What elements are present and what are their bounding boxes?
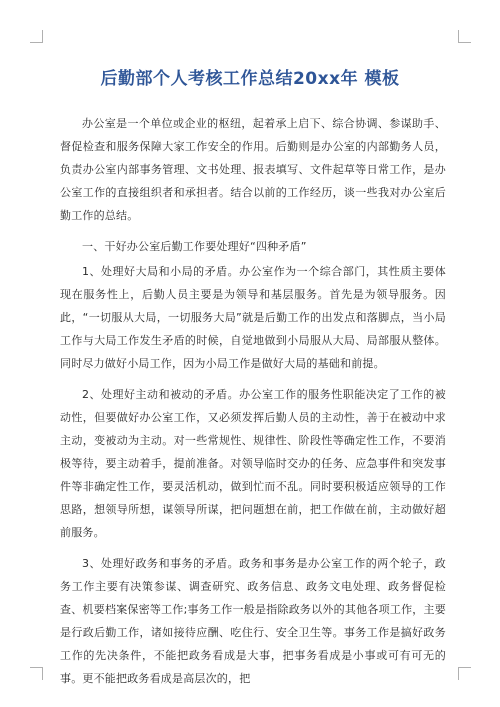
document-title: 后勤部个人考核工作总结20xx年 模板 [100,69,400,89]
crop-mark-bottom-left [30,667,43,680]
crop-mark-top-left [30,30,43,43]
document-body [60,112,446,685]
paragraph-point-1: 1、处理好大局和小局的矛盾。办公室作为一个综合部门，其性质主要体现在服务性上，后勤人员主要是为领导和基层服务。首先是为领导服务。因此，“一切服从大局，一切服务大局”就是后勤工作的出发点和落脚点，当小局工作与大局工作发生矛盾的时候，自觉地做到小局服从大局、局部服从整体。同时尽力做好小局工作，因为小局工作是做好大局的基础和前提。 [60,265,446,370]
section-heading: 一、干好办公室后勤工作要处理好“四种矛盾” [82,240,307,253]
paragraph-point-3: 3、处理好政务和事务的矛盾。政务和事务是办公室工作的两个轮子，政务工作主要有决策参谋、调查研究、政务信息、政务文电处理、政务督促检查、机要档案保密等工作;事务工作一般是指除政务以外的其他各项工作，主要是行政后勤工作，诸如接待应酬、吃住行、安全卫生等。事务工作是搞好政务工作的先决条件，不能把政务看成是大事，把事务看成是小事或可有可无的事。更不能把政务看成是高层次的，把 [60,557,446,685]
crop-mark-top-right [458,30,471,43]
crop-mark-bottom-right [458,667,471,680]
paragraph-point-2: 2、处理好主动和被动的矛盾。办公室工作的服务性职能决定了工作的被动性，但要做好办公室工作，又必须发挥后勤人员的主动性，善于在被动中求主动，变被动为主动。对一些常规性、规律性、阶段性等确定性工作，不要消极等待，要主动着手，提前准备。对领导临时交办的任务、应急事件和突发事件等非确定性工作，要灵活机动，做到忙而不乱。同时要积极适应领导的工作思路，想领导所想，谋领导所谋，把问题想在前，把工作做在前，主动做好超前服务。 [60,388,446,539]
intro-paragraph: 办公室是一个单位或企业的枢纽，起着承上启下、综合协调、参谋助手、督促检查和服务保障大家工作安全的作用。后勤则是办公室的内部勤务人员，负责办公室内部事务管理、文书处理、报表填写、文件起草等日常工作，是办公室工作的直接组织者和承担者。结合以前的工作经历，谈一些我对办公室后勤工作的总结。 [60,117,446,222]
